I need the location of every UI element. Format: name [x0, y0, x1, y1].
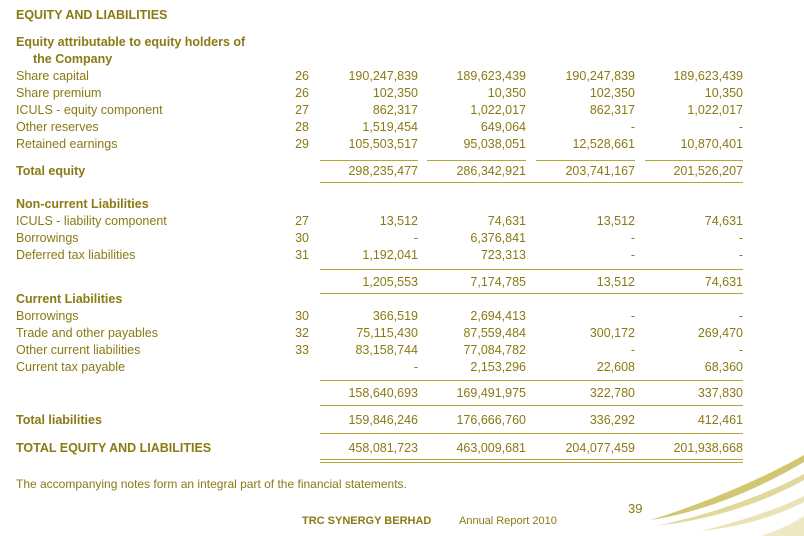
cell: 102,350 — [372, 86, 418, 100]
row-label: Total liabilities — [16, 413, 102, 427]
cell: 337,830 — [697, 386, 743, 400]
note-ref: 30 — [295, 309, 309, 323]
rule — [320, 405, 743, 406]
cell: - — [630, 231, 635, 245]
cell: 649,064 — [480, 120, 526, 134]
noncurrent-subtotal-row — [0, 274, 804, 291]
cell: 10,350 — [704, 86, 743, 100]
cell: 74,631 — [704, 214, 743, 228]
cell: 22,608 — [596, 360, 635, 374]
row-label: Total equity — [16, 164, 86, 178]
table-row — [0, 359, 804, 376]
cell: 6,376,841 — [470, 231, 526, 245]
row-label: Share premium — [16, 86, 102, 100]
noncurrent-section-title: Non-current Liabilities — [16, 197, 149, 211]
note-ref: 26 — [295, 69, 309, 83]
rule — [645, 160, 743, 161]
cell: 1,022,017 — [470, 103, 526, 117]
note-ref: 27 — [295, 103, 309, 117]
cell: 458,081,723 — [348, 441, 418, 455]
cell: - — [630, 248, 635, 262]
cell: 203,741,167 — [565, 164, 635, 178]
rule — [320, 462, 743, 463]
rule — [320, 182, 743, 183]
cell: 12,528,661 — [572, 137, 635, 151]
table-row — [0, 136, 804, 153]
page-number: 39 — [628, 501, 643, 516]
note-ref: 28 — [295, 120, 309, 134]
cell: 10,870,401 — [680, 137, 743, 151]
row-label: Other reserves — [16, 120, 99, 134]
row-label: Retained earnings — [16, 137, 118, 151]
cell: 322,780 — [589, 386, 635, 400]
cell: 862,317 — [589, 103, 635, 117]
cell: - — [630, 120, 635, 134]
note-ref: 26 — [295, 86, 309, 100]
rule — [320, 293, 743, 294]
row-label: Borrowings — [16, 231, 79, 245]
cell: 190,247,839 — [565, 69, 635, 83]
note-ref: 30 — [295, 231, 309, 245]
table-row — [0, 119, 804, 136]
cell: 158,640,693 — [348, 386, 418, 400]
cell: - — [413, 360, 418, 374]
cell: 298,235,477 — [348, 164, 418, 178]
cell: 10,350 — [487, 86, 526, 100]
cell: 105,503,517 — [348, 137, 418, 151]
row-label: Borrowings — [16, 309, 79, 323]
cell: 74,631 — [487, 214, 526, 228]
cell: 204,077,459 — [565, 441, 635, 455]
row-label: TOTAL EQUITY AND LIABILITIES — [16, 441, 212, 455]
cell: 336,292 — [589, 413, 635, 427]
row-label: Trade and other payables — [16, 326, 158, 340]
table-row — [0, 325, 804, 342]
cell: 1,519,454 — [362, 120, 418, 134]
row-label: Deferred tax liabilities — [16, 248, 136, 262]
cell: 366,519 — [372, 309, 418, 323]
cell: 75,115,430 — [356, 326, 418, 340]
company-name: TRC SYNERGY BERHAD — [302, 515, 432, 527]
grand-total-row — [0, 440, 804, 457]
cell: 300,172 — [589, 326, 635, 340]
table-row — [0, 213, 804, 230]
rule — [427, 160, 526, 161]
cell: 83,158,744 — [355, 343, 418, 357]
cell: 13,512 — [379, 214, 418, 228]
note-ref: 29 — [295, 137, 309, 151]
table-row — [0, 247, 804, 264]
cell: 87,559,484 — [463, 326, 526, 340]
cell: - — [413, 231, 418, 245]
rule — [320, 269, 743, 270]
cell: 95,038,051 — [463, 137, 526, 151]
row-label: Other current liabilities — [16, 343, 141, 357]
cell: 286,342,921 — [456, 164, 526, 178]
rule — [536, 160, 635, 161]
cell: 13,512 — [596, 275, 635, 289]
cell: 201,938,668 — [673, 441, 743, 455]
cell: 201,526,207 — [673, 164, 743, 178]
cell: 13,512 — [596, 214, 635, 228]
cell: - — [738, 248, 743, 262]
cell: - — [738, 309, 743, 323]
cell: 2,153,296 — [470, 360, 526, 374]
footer-note: The accompanying notes form an integral part of the financial statements. — [16, 477, 407, 491]
cell: 68,360 — [704, 360, 743, 374]
cell: 189,623,439 — [673, 69, 743, 83]
row-label: Share capital — [16, 69, 89, 83]
row-label: Current tax payable — [16, 360, 126, 374]
cell: 102,350 — [589, 86, 635, 100]
table-row — [0, 102, 804, 119]
cell: 7,174,785 — [470, 275, 526, 289]
cell: 190,247,839 — [348, 69, 418, 83]
cell: 2,694,413 — [470, 309, 526, 323]
cell: 463,009,681 — [456, 441, 526, 455]
cell: 189,623,439 — [456, 69, 526, 83]
table-row — [0, 308, 804, 325]
cell: - — [630, 343, 635, 357]
cell: 412,461 — [697, 413, 743, 427]
note-ref: 33 — [295, 343, 309, 357]
equity-section-title-cont: the Company — [33, 52, 113, 66]
table-row — [0, 342, 804, 359]
cell: 269,470 — [697, 326, 743, 340]
table-row — [0, 230, 804, 247]
table-row — [0, 85, 804, 102]
total-liabilities-row — [0, 412, 804, 429]
cell: - — [738, 343, 743, 357]
rule — [320, 380, 743, 381]
cell: 159,846,246 — [348, 413, 418, 427]
equity-section-title: Equity attributable to equity holders of — [16, 35, 246, 49]
row-label: ICULS - liability component — [16, 214, 167, 228]
cell: 723,313 — [480, 248, 526, 262]
current-subtotal-row — [0, 385, 804, 402]
cell: 862,317 — [372, 103, 418, 117]
rule — [320, 433, 743, 434]
rule — [320, 160, 418, 161]
note-ref: 32 — [295, 326, 309, 340]
row-label: ICULS - equity component — [16, 103, 163, 117]
report-title: Annual Report 2010 — [459, 515, 557, 527]
note-ref: 27 — [295, 214, 309, 228]
cell: 1,192,041 — [362, 248, 418, 262]
current-section-title: Current Liabilities — [16, 292, 123, 306]
cell: 1,022,017 — [687, 103, 743, 117]
cell: 77,084,782 — [463, 343, 526, 357]
cell: - — [630, 309, 635, 323]
total-equity-row — [0, 163, 804, 180]
cell: 169,491,975 — [456, 386, 526, 400]
note-ref: 31 — [295, 248, 309, 262]
cell: - — [738, 231, 743, 245]
cell: - — [738, 120, 743, 134]
cell: 1,205,553 — [362, 275, 418, 289]
cell: 176,666,760 — [456, 413, 526, 427]
rule — [320, 459, 743, 460]
section-heading: EQUITY AND LIABILITIES — [16, 8, 168, 22]
table-row — [0, 68, 804, 85]
cell: 74,631 — [704, 275, 743, 289]
